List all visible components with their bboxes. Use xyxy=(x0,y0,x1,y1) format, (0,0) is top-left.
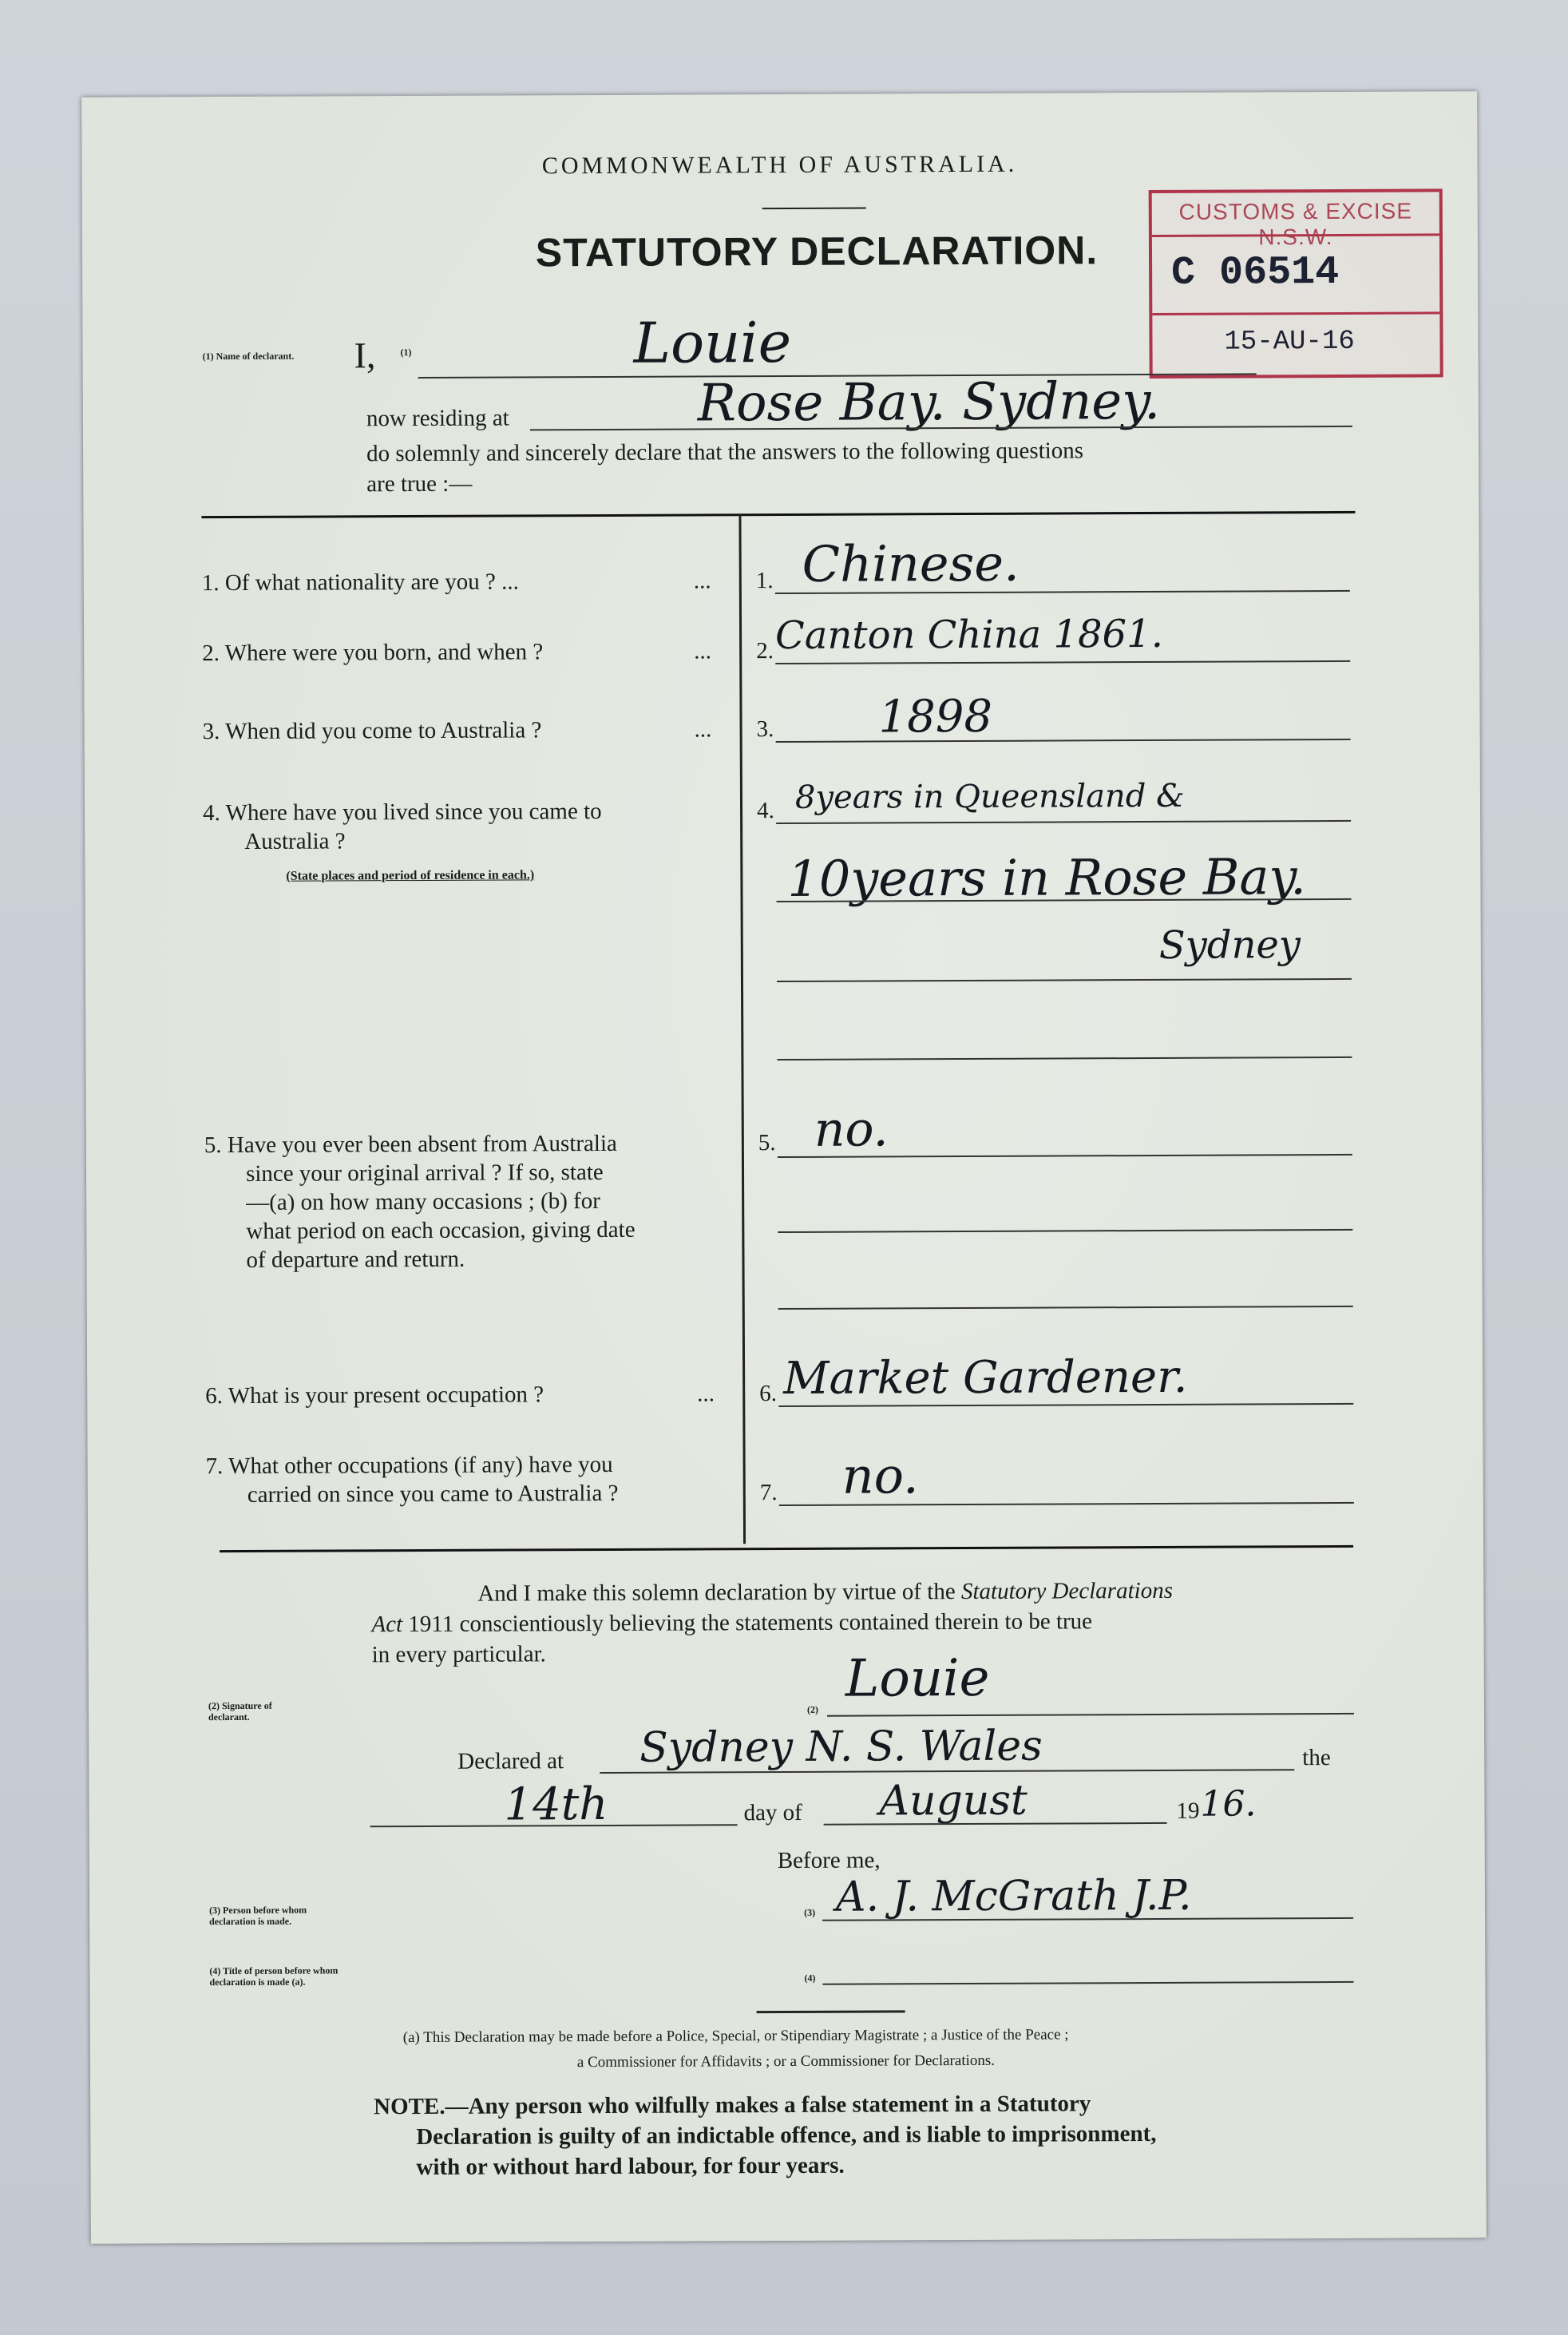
question-2: 2. Where were you born, and when ? xyxy=(202,639,544,667)
declaration-form xyxy=(81,91,1487,2244)
table-top-rule xyxy=(201,511,1355,518)
declared-year: 16. xyxy=(1200,1783,1257,1825)
stamp-date: 15-AU-16 xyxy=(1224,326,1355,358)
header-divider xyxy=(762,208,866,210)
declarant-signature: Louie xyxy=(845,1648,990,1709)
answer-4-rule-1 xyxy=(776,820,1351,824)
stamp-heading: CUSTOMS & EXCISE N.S.W. xyxy=(1178,198,1413,250)
note-line-2: Declaration is guilty of an indictable offence, and is liable to imprisonment, xyxy=(416,2120,1157,2151)
answer-6: Market Gardener. xyxy=(783,1350,1188,1405)
solemn-line-2 xyxy=(371,1607,1092,1639)
question-4-line-1: 4. Where have you lived since you came to xyxy=(202,798,602,827)
residing-label: now residing at xyxy=(366,405,509,432)
answer-2-number: 2. xyxy=(756,638,774,664)
note-line-1: NOTE.—Any person who wilfully makes a false statement in a Statutory xyxy=(374,2091,1091,2120)
answer-7: no. xyxy=(841,1446,919,1505)
signature-marker: (2) xyxy=(806,1703,818,1715)
answer-6-number: 6. xyxy=(759,1381,778,1407)
question-3: 3. When did you come to Australia ? xyxy=(202,717,542,745)
solemn-line-2-a: Act xyxy=(371,1612,403,1638)
answer-3-rule xyxy=(776,739,1351,743)
declared-month: August xyxy=(879,1776,1028,1826)
footnote-line-2: a Commissioner for Affidavits ; or a Commissioner for Declarations. xyxy=(576,2052,996,2071)
form-title: STATUTORY DECLARATION. xyxy=(535,228,1099,276)
stamp-divider-2 xyxy=(1152,311,1439,315)
question-7-line-2: carried on since you came to Australia ? xyxy=(247,1480,619,1508)
solemn-line-1-b: Statutory Declarations xyxy=(960,1577,1174,1605)
answer-4-line-3: Sydney xyxy=(1158,922,1301,968)
question-1: 1. Of what nationality are you ? ... xyxy=(201,569,519,597)
solemn-line-3: in every particular. xyxy=(371,1641,546,1668)
answer-4-rule-3 xyxy=(777,978,1352,982)
answer-5-number: 5. xyxy=(758,1130,776,1156)
question-5-line-3: —(a) on how many occasions ; (b) for xyxy=(246,1188,601,1215)
answer-3: 1898 xyxy=(878,690,993,743)
footnote-line-1: (a) This Declaration may be made before a Police, Special, or Stipendiary Magistrate ; a Justice of the Peace ; xyxy=(402,2026,1069,2047)
answer-3-number: 3. xyxy=(756,716,774,743)
question-5-line-2: since your original arrival ? If so, state xyxy=(245,1159,604,1187)
year-prefix: 19 xyxy=(1176,1798,1200,1824)
question-6-dots: ... xyxy=(697,1381,715,1407)
answer-4-line-2: 10years in Rose Bay. xyxy=(787,847,1307,908)
declare-line-2: are true :— xyxy=(366,470,473,498)
question-6: 6. What is your present occupation ? xyxy=(205,1382,544,1409)
title-marker: (4) xyxy=(804,1972,816,1984)
question-4-line-2: Australia ? xyxy=(244,828,346,854)
answer-4-rule-4 xyxy=(777,1056,1352,1060)
day-of-label: day of xyxy=(743,1799,802,1826)
margin-note-signature: (2) Signature of declarant. xyxy=(208,1699,272,1723)
i-label: I, xyxy=(354,335,376,376)
declared-day: 14th xyxy=(504,1778,608,1831)
table-bottom-rule xyxy=(220,1545,1353,1552)
answer-4-line-1: 8years in Queensland & xyxy=(794,777,1185,816)
stamp-number: C 06514 xyxy=(1170,249,1340,296)
answer-2-rule xyxy=(775,660,1350,664)
answer-5-rule-3 xyxy=(778,1306,1353,1310)
declare-line-1: do solemnly and sincerely declare that the answers to the following questions xyxy=(366,438,1084,467)
solemn-line-1 xyxy=(477,1576,1173,1608)
question-5-line-1: 5. Have you ever been absent from Australia xyxy=(204,1130,617,1159)
signature-rule xyxy=(827,1713,1354,1717)
declarant-name: Louie xyxy=(633,309,792,376)
question-7-line-1: 7. What other occupations (if any) have you xyxy=(205,1451,613,1480)
question-1-dots: ... xyxy=(693,568,711,594)
declared-the: the xyxy=(1302,1745,1331,1771)
title-rule xyxy=(822,1981,1353,1985)
month-rule xyxy=(824,1822,1167,1826)
witness-marker: (3) xyxy=(804,1906,816,1918)
footnote-divider xyxy=(757,2010,905,2013)
solemn-line-1-a: And I make this solemn declaration by virtue of the xyxy=(477,1579,962,1607)
customs-stamp xyxy=(1149,188,1443,379)
i-marker: (1) xyxy=(400,347,412,359)
answer-1-number: 1. xyxy=(755,568,774,594)
margin-note-title-person: (4) Title of person before whom declaration is made (a). xyxy=(209,1964,339,1988)
witness-signature: A. J. McGrath J.P. xyxy=(835,1871,1192,1921)
answer-4-number: 4. xyxy=(756,798,774,824)
answer-1: Chinese. xyxy=(802,533,1020,593)
question-3-dots: ... xyxy=(694,716,712,743)
residence: Rose Bay. Sydney. xyxy=(697,371,1161,434)
question-2-dots: ... xyxy=(694,638,711,664)
header-commonwealth: COMMONWEALTH OF AUSTRALIA. xyxy=(541,150,1018,180)
answer-5-rule-2 xyxy=(778,1229,1352,1233)
question-5-line-4: what period on each occasion, giving date xyxy=(246,1216,636,1244)
declared-place: Sydney N. S. Wales xyxy=(639,1722,1043,1772)
before-me-label: Before me, xyxy=(777,1847,881,1874)
solemn-line-2-b: 1911 conscientiously believing the statements contained therein to be true xyxy=(402,1608,1093,1638)
column-divider xyxy=(738,513,746,1544)
question-5-line-5: of departure and return. xyxy=(246,1246,465,1273)
answer-5: no. xyxy=(814,1101,889,1158)
answer-2: Canton China 1861. xyxy=(774,611,1164,659)
question-4-note: (State places and period of residence in each.) xyxy=(286,868,535,883)
margin-note-name: (1) Name of declarant. xyxy=(202,350,295,363)
answer-7-number: 7. xyxy=(759,1480,778,1506)
declared-at-label: Declared at xyxy=(457,1748,564,1774)
margin-note-person-before: (3) Person before whom declaration is made. xyxy=(209,1904,307,1928)
note-line-3: with or without hard labour, for four years. xyxy=(416,2152,845,2181)
